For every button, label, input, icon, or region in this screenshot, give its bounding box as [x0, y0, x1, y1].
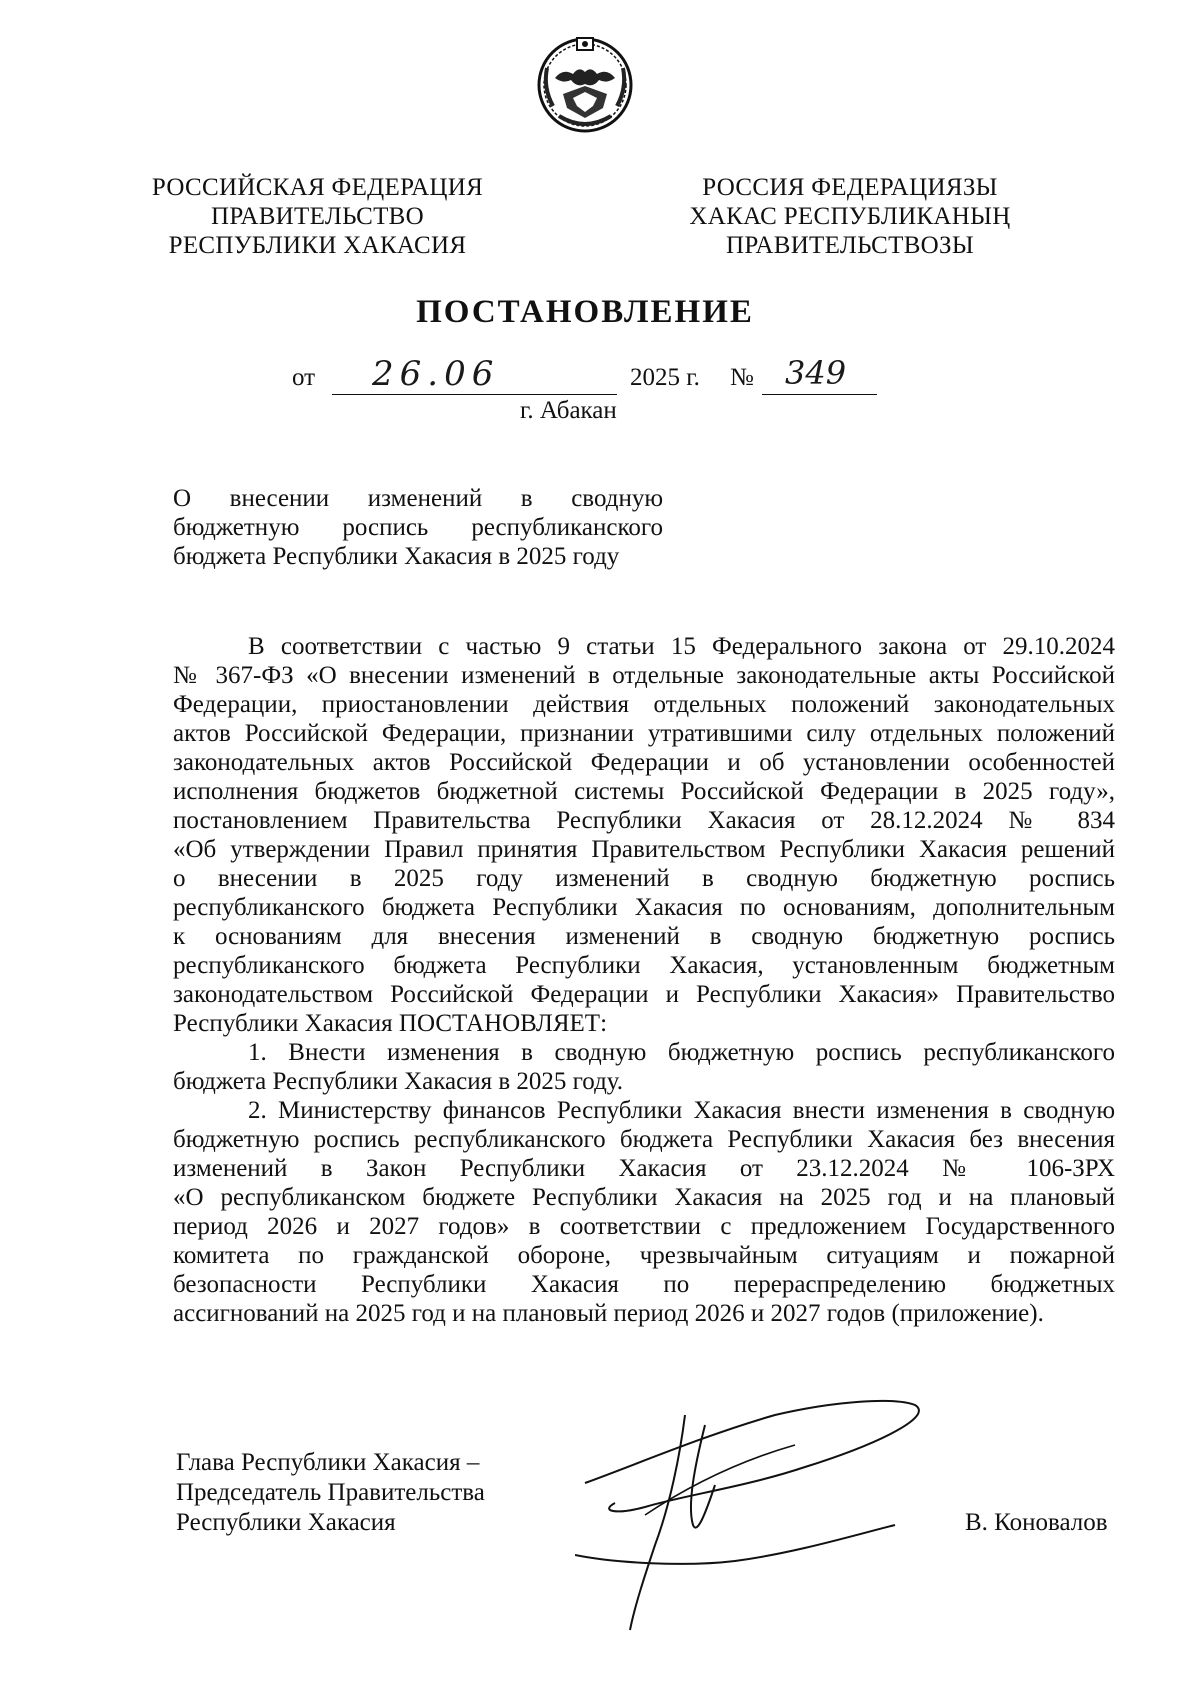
body-line: актов Российской Федерации, признании утратившими силу отдельных положений: [173, 720, 1115, 747]
header-left-line-1: РОССИЙСКАЯ ФЕДЕРАЦИЯ: [151, 174, 484, 201]
signatory-position-line: Республики Хакасия: [176, 1509, 396, 1536]
body-line: 1. Внести изменения в сводную бюджетную роспись республиканского: [248, 1039, 1115, 1066]
header-left-line-2: ПРАВИТЕЛЬСТВО: [210, 203, 425, 230]
body-line: «Об утверждении Правил принятия Правительством Республики Хакасия решений: [173, 836, 1115, 863]
body-line: бюджетную роспись республиканского бюджета Республики Хакасия без внесения: [173, 1126, 1115, 1153]
document-title: ПОСТАНОВЛЕНИЕ: [416, 294, 754, 330]
header-right-line-2: ХАКАС РЕСПУБЛИКАНЫҢ: [689, 203, 1011, 230]
handwritten-signature: [575, 1395, 945, 1635]
body-line: Федерации, приостановлении действия отдельных положений законодательных: [173, 691, 1115, 718]
body-line: о внесении в 2025 году изменений в сводную бюджетную роспись: [173, 865, 1115, 892]
body-line: республиканского бюджета Республики Хакасия, установленным бюджетным: [173, 952, 1115, 979]
signatory-position: [176, 1448, 485, 1538]
handwritten-date: 26.06: [372, 354, 500, 394]
header-right-line-1: РОССИЯ ФЕДЕРАЦИЯЗЫ: [702, 174, 998, 201]
body-line: ассигнований на 2025 год и на плановый период 2026 и 2027 годов (приложение).: [173, 1300, 1044, 1327]
coat-of-arms-emblem: [533, 28, 638, 138]
body-line: 2. Министерству финансов Республики Хакасия внести изменения в сводную: [248, 1097, 1115, 1124]
number-sign: №: [730, 364, 754, 391]
subject-line: О внесении изменений в сводную: [173, 485, 663, 512]
date-year: 2025 г.: [630, 364, 700, 391]
header-right-line-3: ПРАВИТЕЛЬСТВОЗЫ: [726, 232, 974, 259]
signatory-position-line: Председатель Правительства: [176, 1479, 485, 1506]
body-line: В соответствии с частью 9 статьи 15 Федерального закона от 29.10.2024: [248, 633, 1115, 660]
body-line: бюджета Республики Хакасия в 2025 году.: [173, 1068, 624, 1095]
body-line: Республики Хакасия ПОСТАНОВЛЯЕТ:: [173, 1010, 608, 1037]
body-line: комитета по гражданской обороне, чрезвычайным ситуациям и пожарной: [173, 1242, 1115, 1269]
subject-line: бюджета Республики Хакасия в 2025 году: [173, 543, 620, 570]
date-prefix: от: [292, 364, 316, 391]
body-line: законодательных актов Российской Федерации и об установлении особенностей: [173, 749, 1115, 776]
header-left-line-3: РЕСПУБЛИКИ ХАКАСИЯ: [168, 232, 467, 259]
signatory-name: В. Коновалов: [965, 1509, 1108, 1536]
subject-line: бюджетную роспись республиканского: [173, 514, 663, 541]
body-line: «О республиканском бюджете Республики Хакасия на 2025 год и на плановый: [173, 1184, 1115, 1211]
body-line: республиканского бюджета Республики Хакасия по основаниям, дополнительным: [173, 894, 1115, 921]
header-russian: [150, 173, 485, 260]
body-line: период 2026 и 2027 годов» в соответствии с предложением Государственного: [173, 1213, 1115, 1240]
body-line: исполнения бюджетов бюджетной системы Российской Федерации в 2025 году»,: [173, 778, 1115, 805]
document-subject: [173, 484, 663, 571]
body-line: безопасности Республики Хакасия по перераспределению бюджетных: [173, 1271, 1115, 1298]
body-line: законодательством Российской Федерации и Республики Хакасия» Правительство: [173, 981, 1115, 1008]
body-line: к основаниям для внесения изменений в сводную бюджетную роспись: [173, 923, 1115, 950]
document-body: [173, 632, 1115, 1328]
header-khakas: [680, 173, 1020, 260]
city: г. Абакан: [520, 397, 617, 424]
body-line: постановлением Правительства Республики Хакасия от 28.12.2024 № 834: [173, 807, 1115, 834]
handwritten-number: 349: [785, 354, 847, 392]
signatory-position-line: Глава Республики Хакасия –: [176, 1449, 480, 1476]
body-line: № 367-ФЗ «О внесении изменений в отдельные законодательные акты Российской: [173, 662, 1115, 689]
body-line: изменений в Закон Республики Хакасия от 23.12.2024 № 106-ЗРХ: [173, 1155, 1115, 1182]
